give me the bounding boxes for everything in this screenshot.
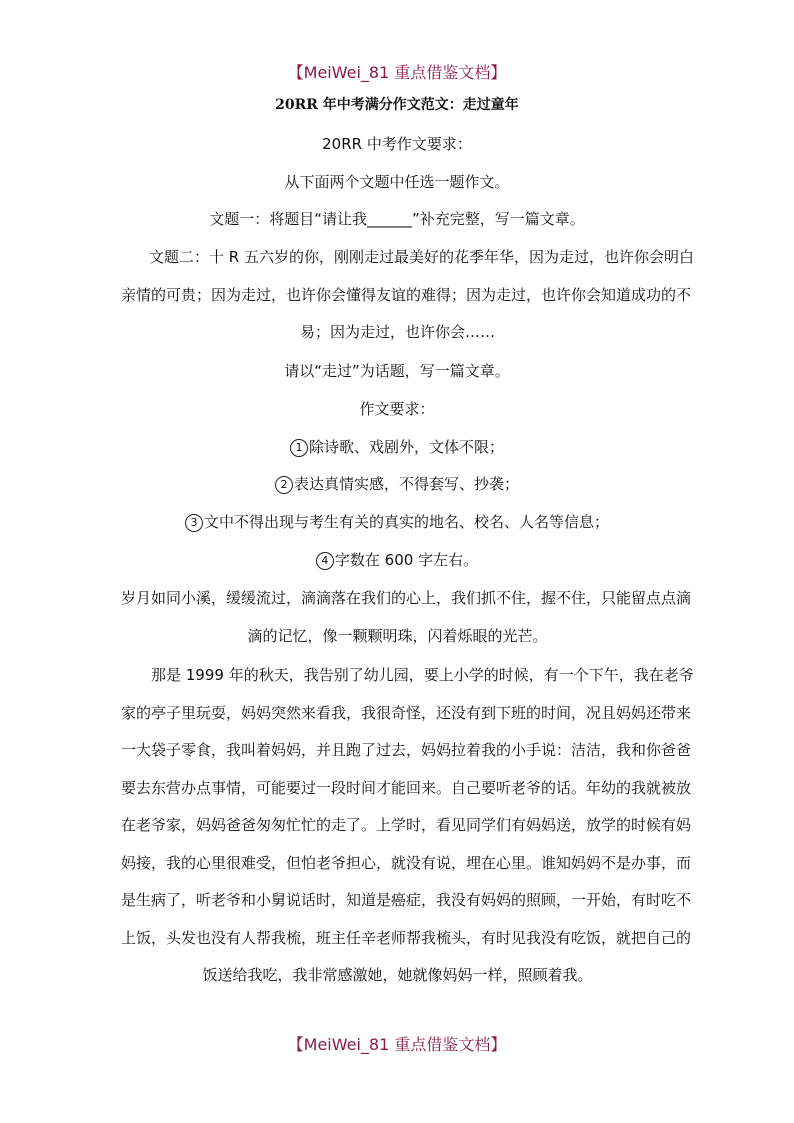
paragraph-line: 亲情的可贵；因为走过，也许你会懂得友谊的难得；因为走过，也许你会知道成功的不 bbox=[121, 285, 692, 304]
writing-requirements-heading: 作文要求： bbox=[359, 400, 435, 418]
topic-two-paragraph bbox=[121, 239, 694, 352]
topic-two-task: 请以“走过”为话题，写一篇文章。 bbox=[284, 362, 510, 380]
requirements-heading: 20RR 中考作文要求： bbox=[322, 135, 472, 153]
paragraph-line: 饭送给我吃，我非常感激她，她就像妈妈一样，照顾着我。 bbox=[202, 966, 593, 984]
document-title: 20RR 年中考满分作文范文：走过童年 bbox=[275, 97, 519, 113]
choose-instruction: 从下面两个文题中任选一题作文。 bbox=[284, 173, 510, 191]
story-paragraph bbox=[121, 657, 694, 995]
paragraph-line: 在老爷家，妈妈爸爸匆匆忙忙的走了。上学时，看见同学们有妈妈送，放学的时候有妈 bbox=[121, 816, 692, 834]
paragraph-line: 岁月如同小溪，缓缓流过，滴滴落在我们的心上，我们抓不住，握不住，只能留点点滴 bbox=[121, 589, 692, 607]
paragraph-line: 一大袋子零食，我叫着妈妈，并且跑了过去，妈妈拉着我的小手说：洁洁，我和你爸爸 bbox=[121, 741, 692, 759]
requirement-item: 1 除诗歌、戏剧外，文体不限； bbox=[0, 437, 794, 457]
topic-one: 文题一：将题目“请让我______”补充完整，写一篇文章。 bbox=[209, 210, 585, 228]
requirement-item: 2 表达真情实感，不得套写、抄袭； bbox=[0, 474, 794, 494]
paragraph-line: 滴的记忆，像一颗颗明珠，闪着烁眼的光芒。 bbox=[247, 626, 548, 645]
intro-paragraph bbox=[121, 580, 692, 655]
circled-number: 3 bbox=[185, 514, 203, 532]
paragraph-line: 易；因为走过，也许你会…… bbox=[299, 323, 495, 341]
paragraph-line: 是生病了，听老爷和小舅说话时，知道是癌症，我没有妈妈的照顾，一开始，有时吃不 bbox=[121, 891, 692, 909]
circled-number: 1 bbox=[290, 439, 308, 457]
requirement-item: 3 文中不得出现与考生有关的真实的地名、校名、人名等信息； bbox=[0, 512, 794, 532]
paragraph-line: 家的亭子里玩耍，妈妈突然来看我，我很奇怪，还没有到下班的时间，况且妈妈还带来 bbox=[121, 703, 692, 722]
paragraph-line: 文题二：十 R 五六岁的你，刚刚走过最美好的花季年华，因为走过，也许你会明白 bbox=[149, 248, 694, 266]
paragraph-line: 那是 1999 年的秋天，我告别了幼儿园，要上小学的时候，有一个下午，我在老爷 bbox=[151, 666, 694, 684]
paragraph-line: 妈接，我的心里很难受，但怕老爷担心，就没有说，埋在心里。谁知妈妈不是办事，而 bbox=[121, 853, 692, 872]
header-watermark: 【MeiWei_81 重点借鉴文档】 bbox=[287, 63, 507, 82]
circled-number: 4 bbox=[316, 552, 334, 570]
circled-number: 2 bbox=[275, 476, 293, 494]
paragraph-line: 上饭，头发也没有人帮我梳，班主任辛老师帮我梳头，有时见我没有吃饭，就把自己的 bbox=[121, 928, 692, 947]
requirement-item: 4 字数在 600 字左右。 bbox=[0, 550, 794, 570]
paragraph-line: 要去东营办点事情，可能要过一段时间才能回来。自己要听老爷的话。年幼的我就被放 bbox=[121, 778, 692, 797]
footer-watermark: 【MeiWei_81 重点借鉴文档】 bbox=[287, 1035, 507, 1054]
